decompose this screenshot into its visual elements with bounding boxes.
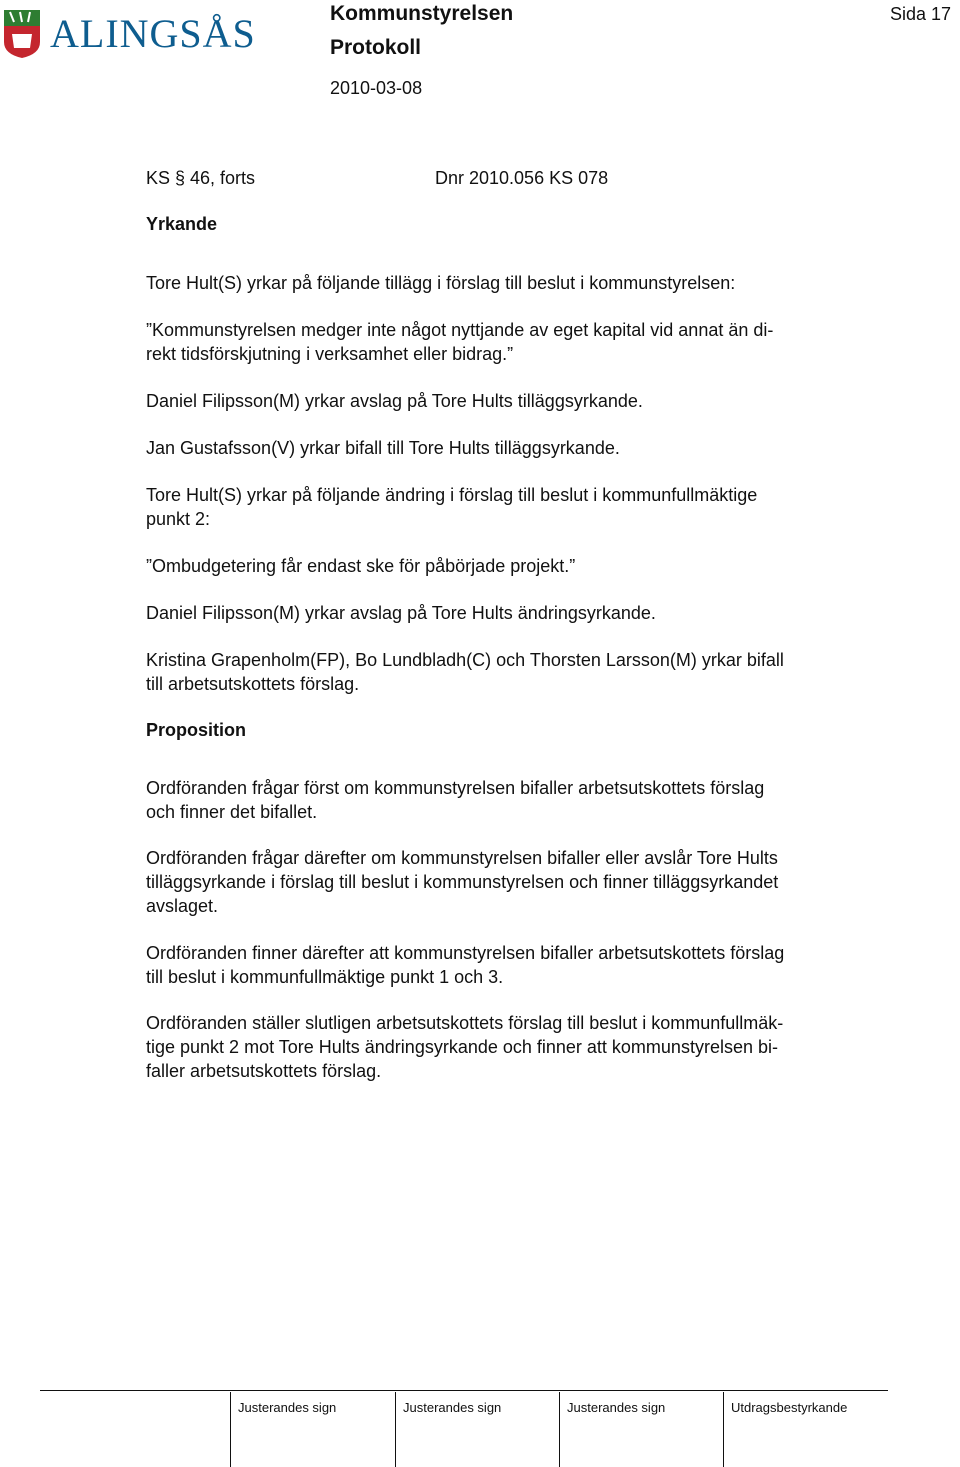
paragraph-10-line-3: faller arbetsutskottets förslag. [146,1061,382,1081]
paragraph-8-line-1: Ordföranden frågar därefter om kommunstyrelsen bifaller eller avslår Tore Hults [146,848,778,868]
paragraph-4-line-2: punkt 2: [146,509,211,529]
quote-1-line-1: ”Kommunstyrelsen medger inte något nyttjande av eget kapital vid annat än di- [146,320,774,340]
paragraph-1: Tore Hult(S) yrkar på följande tillägg i förslag till beslut i kommunstyrelsen: [146,273,736,293]
signature-cell-1 [230,1392,231,1467]
quote-2: ”Ombudgetering får endast ske för påbörjade projekt.” [146,556,576,576]
quote-1-line-2: rekt tidsförskjutning i verksamhet eller bidrag.” [146,344,514,364]
meeting-date: 2010-03-08 [330,78,423,98]
paragraph-7-line-2: och finner det bifallet. [146,802,318,822]
document-type: Protokoll [330,36,422,59]
paragraph-10-line-1: Ordföranden ställer slutligen arbetsutskottets förslag till beslut i kommunfullmäk- [146,1013,784,1033]
paragraph-3: Jan Gustafsson(V) yrkar bifall till Tore Hults tilläggsyrkande. [146,438,620,458]
signature-label-2: Justerandes sign [403,1400,502,1415]
proposition-heading: Proposition [146,720,246,740]
diary-number: Dnr 2010.056 KS 078 [435,168,609,188]
paragraph-8-line-2: tilläggsyrkande i förslag till beslut i kommunstyrelsen och finner tilläggsyrkandet [146,872,779,892]
footer-rule [40,1390,888,1391]
paragraph-2: Daniel Filipsson(M) yrkar avslag på Tore Hults tilläggsyrkande. [146,391,643,411]
page-number: Sida 17 [890,4,952,24]
organization-name: Kommunstyrelsen [330,2,514,25]
paragraph-4-line-1: Tore Hult(S) yrkar på följande ändring i förslag till beslut i kommunfullmäktige [146,485,758,505]
case-id: KS § 46, forts [146,168,256,188]
paragraph-6-line-1: Kristina Grapenholm(FP), Bo Lundbladh(C) och Thorsten Larsson(M) yrkar bifall [146,650,784,670]
coat-of-arms-icon [0,8,44,60]
extract-label: Utdragsbestyrkande [731,1400,848,1415]
paragraph-9-line-2: till beslut i kommunfullmäktige punkt 1 och 3. [146,967,504,987]
paragraph-10-line-2: tige punkt 2 mot Tore Hults ändringsyrkande och finner att kommunstyrelsen bi- [146,1037,778,1057]
paragraph-7-line-1: Ordföranden frågar först om kommunstyrelsen bifaller arbetsutskottets förslag [146,778,765,798]
paragraph-5: Daniel Filipsson(M) yrkar avslag på Tore Hults ändringsyrkande. [146,603,656,623]
municipality-logo [0,6,260,62]
signature-cell-3 [559,1392,560,1467]
signature-label-3: Justerandes sign [567,1400,666,1415]
paragraph-9-line-1: Ordföranden finner därefter att kommunstyrelsen bifaller arbetsutskottets förslag [146,943,785,963]
yrkande-heading: Yrkande [146,214,218,234]
signature-label-1: Justerandes sign [238,1400,337,1415]
paragraph-8-line-3: avslaget. [146,896,219,916]
logo-text: ALINGSÅS [50,11,256,56]
paragraph-6-line-2: till arbetsutskottets förslag. [146,674,360,694]
signature-cell-2 [395,1392,396,1467]
extract-cell [723,1392,724,1467]
